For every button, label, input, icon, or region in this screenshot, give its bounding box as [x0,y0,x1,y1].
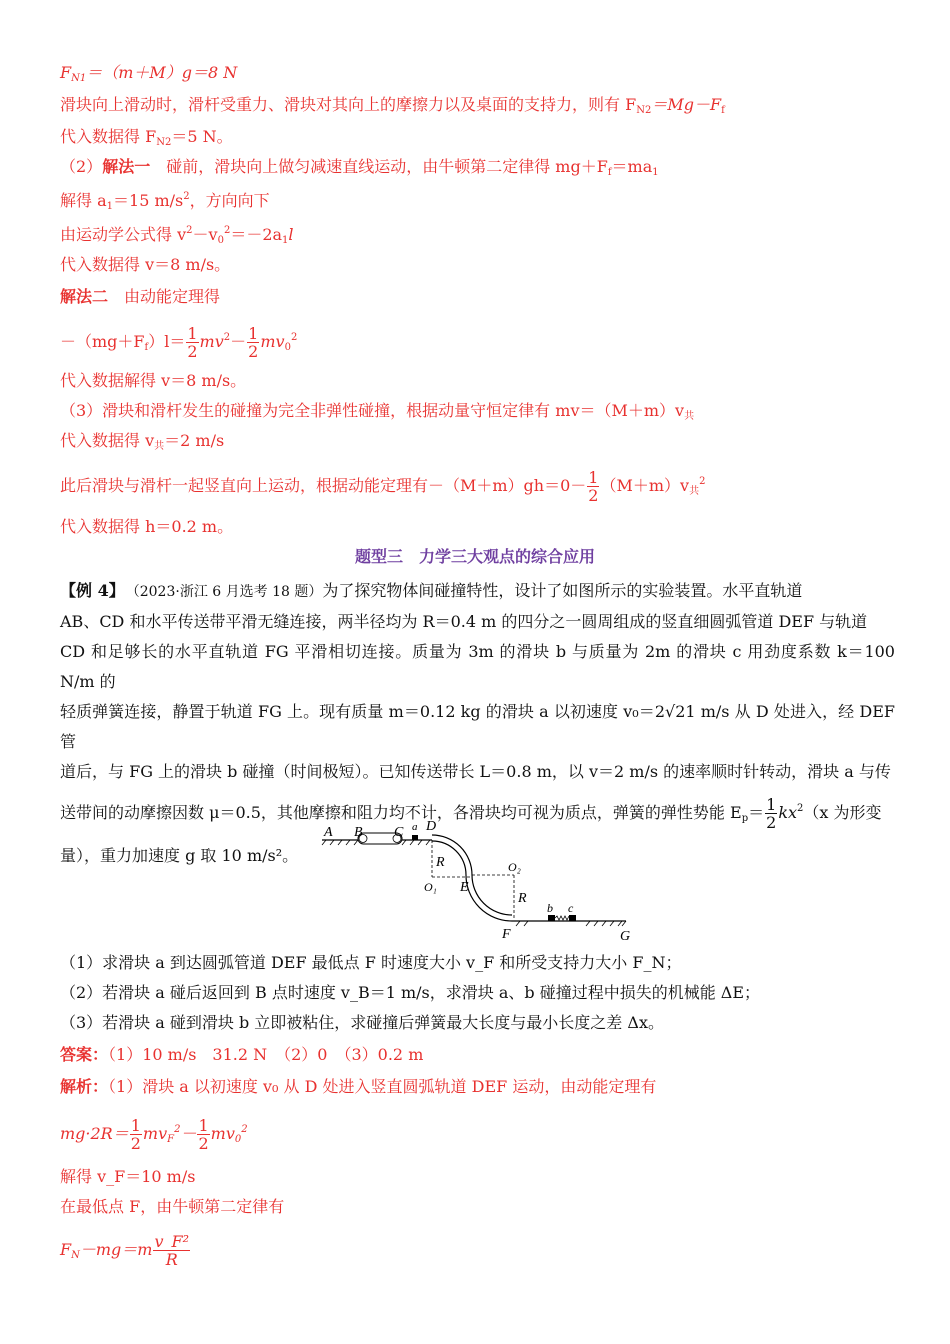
fraction-half: $\frac{1}{2}$ [248,324,259,361]
label-a-point: A [324,825,333,840]
line-fn1: $F_{N1}=(m+M)g=8$ N [60,63,238,84]
question-1: （1）求滑块 a 到达圆弧管道 DEF 最低点 F 时速度大小 v_F 和所受支持力大小 F_N； [60,953,682,972]
line-kinematics: 由运动学公式得 $v^2-v_0^2=-2a_1l$ [60,225,294,246]
label-block-c: c [568,901,574,915]
line-v8-result: 代入数据得 v＝8 m/s。 [60,255,231,274]
example-source: （2023·浙江 6 月选考 18 题） [132,584,323,600]
line-method-two: 解法二 由动能定理得 [60,287,221,306]
answer-line: 答案：（1）10 m/s 31.2 N （2）0 （3）0.2 m [60,1045,424,1064]
question-2: （2）若滑块 a 碰后返回到 B 点时速度 v_B＝1 m/s，求滑块 a、b 碰撞过程中损失的机械能 ΔE； [60,983,761,1002]
line-energy-after: 此后滑块与滑杆一起竖直向上运动，根据动能定理有－（M＋m）gh＝0－ $\frac{1}{2}$ $(M+m)v_共^2$ [60,468,706,505]
example-line-7: 量），重力加速度 g 取 10 m/s²。 [60,846,299,865]
analysis-vf-result: 解得 v_F＝10 m/s [60,1167,196,1186]
label-b-point: B [354,825,363,840]
label-g-point: G [620,929,631,944]
example-line-3: CD 和足够长的水平直轨道 FG 平滑相切连接。质量为 3m 的滑块 b 与质量为 2m 的滑块 c 用劲度系数 k＝100 N/m 的 [60,642,895,691]
fraction-half: $\frac{1}{2}$ [198,1116,209,1153]
fraction-half: $\frac{1}{2}$ [130,1116,141,1153]
track-diagram [320,816,640,946]
label-r-lower: R [518,891,527,906]
hatch-bottom [516,921,626,926]
line-h-result: 代入数据得 h＝0.2 m。 [60,517,234,536]
label-f-point: F [502,927,511,942]
example-line-4: 轻质弹簧连接，静置于轨道 FG 上。现有质量 m＝0.12 kg 的滑块 a 以初速度 v₀＝2√21 m/s 从 D 处进入，经 DEF 管 [60,702,895,751]
analysis-label: 解析： [60,1077,109,1096]
spring [555,916,569,920]
line-fn2-result: 代入数据得 $F_{N2}=5$ N。 [60,127,233,148]
fraction-vf2-over-r: $\frac{\text{v\_F²}}{R}$ [154,1232,190,1269]
analysis-energy-eq: mg·2R＝ $\frac{1}{2}$ $mv_F^2-$ $\frac{1}{2}$ $mv_0^2$ [60,1116,248,1153]
analysis-newton-intro: 在最低点 F，由牛顿第二定律有 [60,1197,285,1216]
label-e-point: E [460,880,469,895]
line-vcommon: 代入数据得 $v_共=2$ m/s [60,431,225,452]
section-heading: 题型三 力学三大观点的综合应用 [354,547,595,566]
label-c-point: C [394,825,404,840]
fraction-half: $\frac{1}{2}$ [588,468,599,505]
block-b [548,915,555,921]
answer-label: 答案： [60,1045,109,1064]
label-block-a: a [412,821,418,833]
example-line-5: 道后，与 FG 上的滑块 b 碰撞（时间极短）。已知传送带长 L＝0.8 m，以 v＝2 m/s 的速率顺时针转动，滑块 a 与传 [60,762,891,781]
fraction-half: $\frac{1}{2}$ [766,795,777,832]
example-line-6: 送带间的动摩擦因数 μ＝0.5，其他摩擦和阻力均不计，各滑块均可视为质点，弹簧的弹性势能 $E_p=$ $\frac{1}{2}$ $kx^2(x$ 为形变 [60,795,882,832]
block-c [569,915,576,921]
line-sliding-up: 滑块向上滑动时，滑杆受重力、滑块对其向上的摩擦力以及桌面的支持力，则有 $F_{N2}=Mg-F_f$ [60,95,725,116]
line-a1-result: 解得 $a_1=15$ $m/s^2$，方向向下 [60,191,270,212]
block-a [412,835,418,840]
analysis-newton-eq: $F_N-mg=m$ $\frac{\text{v\_F²}}{R}$ [60,1232,190,1269]
label-block-b: b [547,901,553,915]
example-line-2: AB、CD 和水平传送带平滑无缝连接，两半径均为 R＝0.4 m 的四分之一圆周组成的竖直细圆弧管道 DEF 与轨道 [60,612,868,631]
label-o1: O₁ [424,880,437,894]
line-method-one: （2）解法一 碰前，滑块向上做匀减速直线运动，由牛顿第二定律得 $mg+F_f=ma_1$ [60,157,659,178]
label-d-point: D [426,819,437,834]
example-line-1: 【例 4】 （2023·浙江 6 月选考 18 题）为了探究物体间碰撞特性，设计了如图所示的实验装置。水平直轨道 [60,581,803,600]
label-r-upper: R [436,855,445,870]
example-tag: 【例 4】 [60,581,117,600]
analysis-line-1: 解析：（1）滑块 a 以初速度 v₀ 从 D 处进入竖直圆弧轨道 DEF 运动，由动能定理有 [60,1077,657,1096]
line-v8-result-2: 代入数据解得 v＝8 m/s。 [60,371,247,390]
line-collision: （3）滑块和滑杆发生的碰撞为完全非弹性碰撞，根据动量守恒定律有 $mv=(M+m)v_共$ [60,401,695,422]
fraction-half: $\frac{1}{2}$ [187,324,198,361]
question-3: （3）若滑块 a 碰到滑块 b 立即被粘住，求碰撞后弹簧最大长度与最小长度之差 Δx。 [60,1013,664,1032]
line-energy-eq: $-(mg+F_f)l=$ $\frac{1}{2}$ $mv^2-$ $\frac{1}{2}$ $mv_0^2$ [60,324,298,361]
label-o2: O₂ [508,860,521,874]
